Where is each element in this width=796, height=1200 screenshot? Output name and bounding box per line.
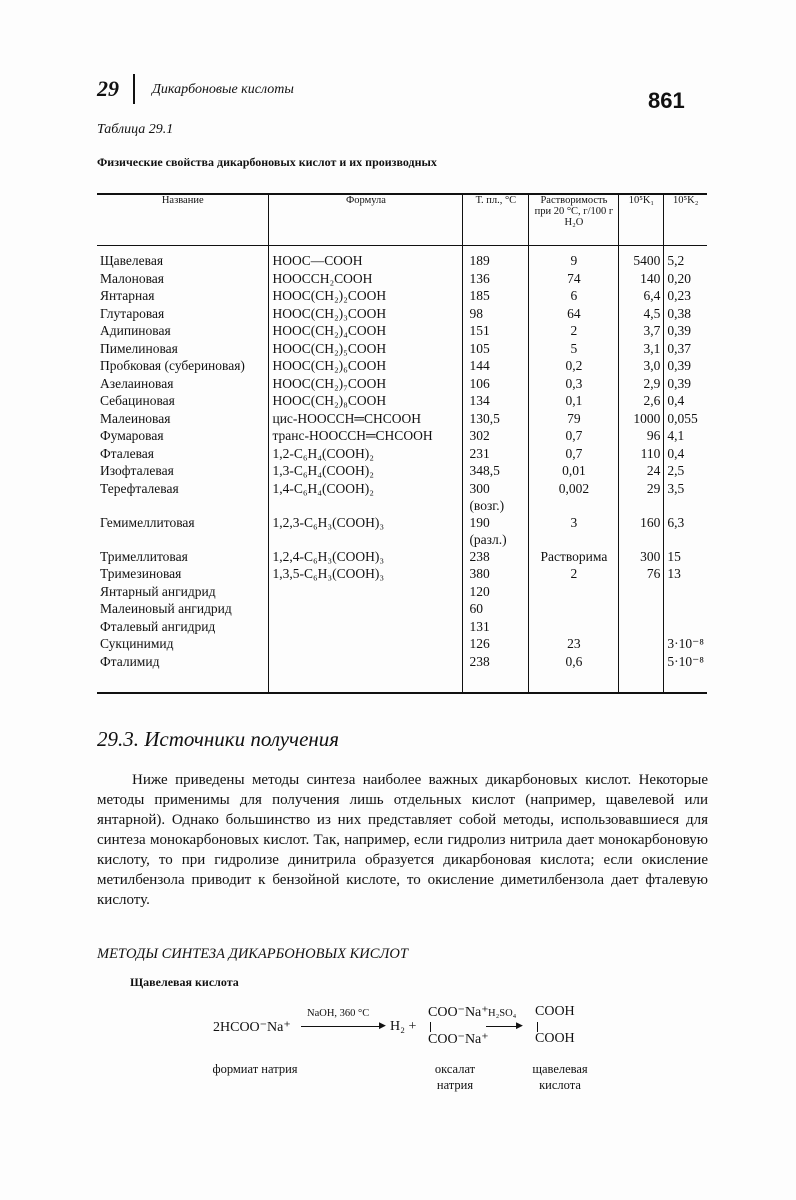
table-cell: HOOC(CH₂)₂COOH [269,287,463,305]
table-row [97,357,707,375]
table-cell: 1,4-C₆H₄(COOH)₂ [269,480,463,514]
properties-table [97,193,707,694]
table-row [97,653,707,694]
table-cell: Янтарная [100,288,155,303]
table-cell [619,618,664,636]
col-header: Название [97,194,269,246]
table-number: Таблица 29.1 [97,122,174,137]
table-cell: Себациновая [100,393,175,408]
table-cell: 0,23 [664,287,707,305]
table-cell: 185 [463,287,529,305]
table-cell: цис-HOOCCH═CHCOOH [269,410,463,428]
table-cell: 1000 [619,410,664,428]
reactant: 2HCOO⁻Na⁺ [213,1020,291,1035]
table-cell: 4,1 [664,427,707,445]
table-cell: 190 (разл.) [463,514,529,548]
table-row [97,548,707,566]
table-cell: 6,4 [619,287,664,305]
arrow-head-icon: ▶ [516,1020,523,1030]
label-oxalate: оксалат натрия [434,1062,476,1092]
table-row [97,480,707,514]
table-cell: 3,5 [664,480,707,514]
table-cell: 23 [529,635,619,653]
table-cell: HOOC—COOH [269,246,463,270]
arrow-head-icon: ▶ [379,1020,386,1030]
table-cell: 3·10⁻⁸ [664,635,707,653]
table-cell: 0,7 [529,427,619,445]
table-cell: 151 [463,322,529,340]
table-cell: 5400 [619,246,664,270]
table-cell [619,583,664,601]
table-cell: 2 [529,322,619,340]
table-cell [529,618,619,636]
table-cell: 0,39 [664,357,707,375]
table-cell: 0,4 [664,392,707,410]
table-cell: 98 [463,305,529,323]
table-cell: 0,37 [664,340,707,358]
table-cell: 0,3 [529,375,619,393]
table-cell [269,635,463,653]
table-row [97,600,707,618]
table-row [97,427,707,445]
table-cell: 0,7 [529,445,619,463]
table-cell: 3,1 [619,340,664,358]
table-row [97,514,707,548]
table-cell [529,583,619,601]
table-cell [269,600,463,618]
subheading: Щавелевая кислота [130,975,239,989]
table-cell: 1,3-C₆H₄(COOH)₂ [269,462,463,480]
table-cell: 74 [529,270,619,288]
table-cell [664,583,707,601]
table-cell: HOOC(CH₂)₆COOH [269,357,463,375]
table-cell: 76 [619,565,664,583]
table-cell [269,653,463,694]
table-cell: Терефталевая [100,480,179,496]
table-cell: 0,6 [529,653,619,694]
table-cell: 134 [463,392,529,410]
table-cell: 231 [463,445,529,463]
table-row [97,410,707,428]
table-cell [664,618,707,636]
table-row [97,392,707,410]
acid-bottom: COOH [535,1031,575,1046]
table-cell: 0,055 [664,410,707,428]
table-row [97,305,707,323]
table-row [97,565,707,583]
label-reactant: формиат натрия [212,1062,298,1076]
table-cell: Щавелевая [100,253,164,268]
table-cell: 0,4 [664,445,707,463]
table-cell: 0,39 [664,375,707,393]
table-cell [664,600,707,618]
table-cell: Растворима [529,548,619,566]
table-cell: Сукцинимид [100,636,174,651]
table-cell: Глутаровая [100,305,165,321]
page-number: 861 [648,88,685,113]
table-cell: 4,5 [619,305,664,323]
table-cell: HOOCCH₂COOH [269,270,463,288]
table-cell: Малоновая [100,270,164,286]
table-cell: 0,1 [529,392,619,410]
table-cell: 60 [463,600,529,618]
table-cell: 105 [463,340,529,358]
table-row [97,618,707,636]
table-cell: 2 [529,565,619,583]
table-cell: Азелаиновая [100,375,174,391]
table-cell: Изофталевая [100,463,174,478]
arrow-icon [301,1026,383,1027]
label-acid: щавелевая кислота [532,1062,588,1092]
col-header: 10⁵K₁ [619,194,664,246]
table-row [97,270,707,288]
table-cell: 302 [463,427,529,445]
condition-2: H₂SO₄ [488,1008,517,1019]
table-cell: 64 [529,305,619,323]
table-cell: 238 [463,653,529,694]
table-cell: 6,3 [664,514,707,548]
table-row [97,583,707,601]
table-cell: Малеиновый ангидрид [100,601,232,616]
table-row [97,635,707,653]
chapter-number: 29 [97,76,119,101]
table-row [97,322,707,340]
table-cell: Фталевый ангидрид [100,618,216,634]
table-cell [529,600,619,618]
table-row [97,462,707,480]
table-cell [269,583,463,601]
methods-heading: МЕТОДЫ СИНТЕЗА ДИКАРБОНОВЫХ КИСЛОТ [97,946,408,962]
table-cell: 6 [529,287,619,305]
table-cell: 9 [529,246,619,270]
table-cell: 160 [619,514,664,548]
table-cell: 110 [619,445,664,463]
table-cell: Тримезиновая [100,566,182,581]
table-cell: 189 [463,246,529,270]
table-cell: 5 [529,340,619,358]
table-cell: HOOC(CH₂)₄COOH [269,322,463,340]
condition-1: NaOH, 360 °C [307,1008,370,1019]
chapter-divider [133,74,135,104]
body-paragraph: Ниже приведены методы синтеза наиболее важных дикарбоновых кислот. Некоторые методы применимы для получения лишь отдельных кислот (например, щавелевой или янтарной). Однако большинство из них представляет собой методы, использовавшиеся для синтеза монокарбоновых кислот. Так, например, если гидролиз нитрила дает монокарбоновую кислоту, то при гидролизе динитрила образуется дикарбоновая кислота; если окисление метилбензола приводит к бензойной кислоте, то окисление диметилбензола дает фталевую кислоту. [97,772,708,908]
table-cell: Янтарный ангидрид [100,583,216,599]
table-cell: HOOC(CH₂)₈COOH [269,392,463,410]
hydrogen: H₂ + [390,1019,417,1034]
table-cell: Пимелиновая [100,340,178,356]
table-cell: 106 [463,375,529,393]
table-cell: 0,20 [664,270,707,288]
section-title: 29.3. Источники получения [97,727,340,751]
table-cell: 300 [619,548,664,566]
table-cell: 15 [664,548,707,566]
table-caption: Физические свойства дикарбоновых кислот и их производных [97,155,437,169]
table-cell: 0,2 [529,357,619,375]
table-cell [619,600,664,618]
col-header: Т. пл., °С [463,194,529,246]
table-cell: Пробковая (субериновая) [100,358,245,373]
table-cell: 3 [529,514,619,548]
table-row [97,375,707,393]
acid-top: COOH [535,1004,575,1019]
table-cell: 5·10⁻⁸ [664,653,707,694]
table-cell: 144 [463,357,529,375]
table-row [97,445,707,463]
table-row [97,246,707,270]
table-cell: 1,2,3-C₆H₃(COOH)₃ [269,514,463,548]
table-cell [619,653,664,694]
table-cell: 0,38 [664,305,707,323]
table-cell: транс-HOOCCH═CHCOOH [269,427,463,445]
table-cell: HOOC(CH₂)₃COOH [269,305,463,323]
table-row [97,287,707,305]
table-cell: 136 [463,270,529,288]
table-cell: 5,2 [664,246,707,270]
table-cell: 131 [463,618,529,636]
table-cell: 0,01 [529,462,619,480]
table-cell: Фталевая [100,445,154,461]
table-cell: Фумаровая [100,428,164,443]
table-cell [619,635,664,653]
table-cell: 348,5 [463,462,529,480]
table-cell: 0,002 [529,480,619,514]
table-cell: 126 [463,635,529,653]
col-header: Растворимость при 20 °С, г/100 г H₂O [529,194,619,246]
table-cell: 29 [619,480,664,514]
col-header: 10⁵K₂ [664,194,707,246]
table-cell: Фталимид [97,653,269,694]
table-cell: 3,7 [619,322,664,340]
table-cell: 1,3,5-C₆H₃(COOH)₃ [269,565,463,583]
table-cell: 3,0 [619,357,664,375]
table-cell: Гемимеллитовая [100,514,195,530]
table-cell: 2,5 [664,462,707,480]
table-cell: 1,2-C₆H₄(COOH)₂ [269,445,463,463]
table-cell: 13 [664,565,707,583]
table-cell: 79 [529,410,619,428]
chapter-title: Дикарбоновые кислоты [152,82,294,97]
table-cell: HOOC(CH₂)₇COOH [269,375,463,393]
table-cell: 2,9 [619,375,664,393]
table-row [97,340,707,358]
table-cell: 380 [463,565,529,583]
oxalate-top: COO⁻Na⁺ [428,1005,489,1020]
oxalate-bottom: COO⁻Na⁺ [428,1032,489,1047]
table-cell: Малеиновая [100,410,171,426]
table-cell: 300 (возг.) [463,480,529,514]
table-cell: 0,39 [664,322,707,340]
table-cell: 238 [463,548,529,566]
table-cell: 24 [619,462,664,480]
table-cell: 2,6 [619,392,664,410]
arrow-icon [486,1026,520,1027]
table-cell: 1,2,4-C₆H₃(COOH)₃ [269,548,463,566]
table-cell: Тримеллитовая [100,548,188,564]
table-cell: HOOC(CH₂)₅COOH [269,340,463,358]
table-cell: 140 [619,270,664,288]
col-header: Формула [269,194,463,246]
table-cell: Адипиновая [100,323,171,338]
table-cell: 130,5 [463,410,529,428]
table-cell: 120 [463,583,529,601]
table-cell: 96 [619,427,664,445]
table-cell [269,618,463,636]
